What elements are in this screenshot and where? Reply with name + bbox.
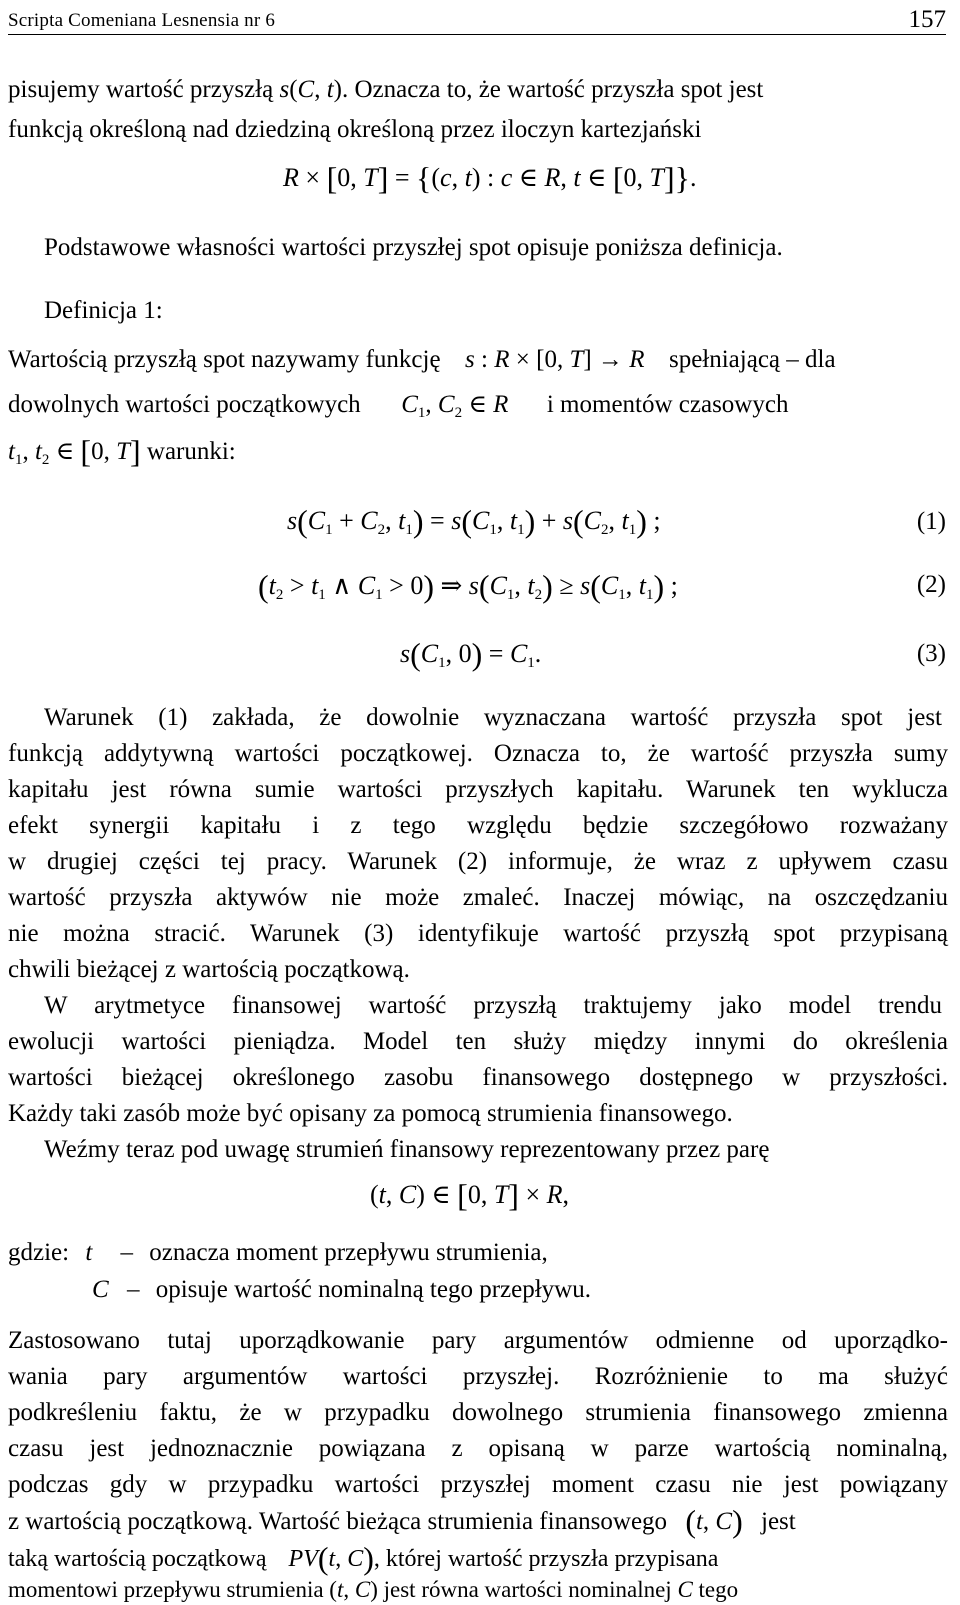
text-line: [8, 75, 948, 105]
math-inline: (t, C): [685, 1503, 743, 1539]
text-fragment: tego: [698, 1577, 739, 1602]
text-line: funkcją addytywną wartości początkowej. Oznacza to, że wartość przyszła sumy: [8, 740, 948, 767]
math-inline: s(C, t): [279, 76, 342, 103]
text-line: chwili bieżącej z wartością początkową.: [8, 956, 410, 983]
text-line: podkreśleniu faktu, że w przypadku dowolnego strumienia finansowego zmienna: [8, 1399, 948, 1426]
math-inline: s : R × [0, T] → R: [465, 346, 645, 373]
text-fragment: oznacza moment przepływu strumienia,: [149, 1239, 548, 1266]
text-fragment: Wartością przyszłą spot nazywamy funkcję: [8, 346, 441, 373]
math-inline: $C_1$, $C_2$ ∈ R: [401, 391, 509, 421]
text-line: [8, 390, 948, 420]
text-line: czasu jest jednoznacznie powiązana z opisaną w parze wartością nominalną,: [8, 1435, 948, 1462]
text-line: [8, 433, 948, 469]
text-line: nie można stracić. Warunek (3) identyfikuje wartość przyszłą spot przypisaną: [8, 920, 948, 947]
page-number: 157: [908, 6, 946, 33]
text-fragment: taką wartością początkową: [8, 1546, 267, 1572]
text-fragment: pisujemy wartość przyszłą: [8, 76, 280, 103]
text-line: wartości bieżącej określonego zasobu finansowego dostępnego w przyszłości.: [8, 1064, 948, 1091]
text-line: kapitału jest równa sumie wartości przyszłych kapitału. Warunek ten wyklucza: [8, 776, 948, 803]
where-label: gdzie:: [8, 1239, 70, 1266]
journal-title: Scripta Comeniana Lesnensia nr 6: [8, 10, 276, 31]
equation-number: (2): [916, 571, 946, 598]
text-line: [8, 345, 948, 375]
math-inline: (t, C): [329, 1577, 378, 1602]
definition-item: gdzie: t – oznacza moment przepływu strumienia,: [8, 1239, 548, 1266]
text-line: funkcją określoną nad dziedziną określoną przez iloczyn kartezjański: [8, 116, 702, 143]
text-fragment: . Oznacza to, że wartość przyszła spot jest: [341, 76, 764, 103]
text-line: Każdy taki zasób może być opisany za pomocą strumienia finansowego.: [8, 1100, 733, 1127]
equation-number: (1): [916, 508, 946, 535]
text-fragment: dowolnych wartości początkowych: [8, 391, 361, 418]
text-line: Warunek (1) zakłada, że dowolnie wyznaczana wartość przyszła spot jest: [44, 704, 942, 731]
text-line: wania pary argumentów wartości przyszłej. Rozróżnienie to ma służyć: [8, 1363, 948, 1390]
text-line: efekt synergii kapitału i z tego względu będzie szczegółowo rozważany: [8, 812, 948, 839]
text-line: momentowi przepływu strumienia (t, C) jest równa wartości nominalnej C tego: [8, 1577, 739, 1602]
text-fragment: spełniającą – dla: [668, 346, 836, 373]
text-line: [8, 1540, 948, 1576]
text-fragment: z wartością początkową. Wartość bieżąca strumienia finansowego: [8, 1508, 668, 1535]
text-line: [8, 1503, 948, 1539]
text-fragment: jest równa wartości nominalnej: [383, 1577, 672, 1602]
display-equation-pair: (t, C) ∈ [0, T] × R,: [370, 1177, 569, 1213]
text-line: W arytmetyce finansowej wartość przyszłą traktujemy jako model trendu: [44, 992, 942, 1019]
math-inline: PV(t, C): [288, 1540, 374, 1576]
text-fragment: momentowi przepływu strumienia: [8, 1577, 324, 1602]
text-fragment: i momentów czasowych: [546, 391, 789, 418]
definition-title: Definicja 1:: [44, 297, 163, 324]
text-line: ewolucji wartości pieniądza. Model ten służy między innymi do określenia: [8, 1028, 948, 1055]
equation-1: $s(C_1 + C_2$, $t_1) = s(C_1$, $t_1) + s(C_2$, $t_1$) ;: [287, 503, 661, 539]
text-fragment: opisuje wartość nominalną tego przepływu.: [155, 1276, 591, 1303]
text-line: podczas gdy w przypadku wartości przyszłej moment czasu nie jest powiązany: [8, 1471, 948, 1498]
equation-number: (3): [916, 640, 946, 667]
text-line: Podstawowe własności wartości przyszłej spot opisuje poniższa definicja.: [44, 234, 783, 261]
running-header: [8, 4, 946, 35]
text-line: Zastosowano tutaj uporządkowanie pary argumentów odmienne od uporządko-: [8, 1327, 948, 1354]
display-equation-domain: R × [0, T] = {(c, t) : c ∈ R, t ∈ [0, T]}.: [283, 160, 697, 196]
equation-3: $s(C_1$, $0) = C_1$.: [400, 636, 542, 672]
equation-2: ($t_2 > t_1$ ∧ $C_1 > 0$) ⇒ $s(C_1$, $t_2) \ge s(C_1$, $t_1$) ;: [258, 568, 678, 604]
text-line: wartość przyszła aktywów nie może zmaleć. Inaczej mówiąc, na oszczędzaniu: [8, 884, 948, 911]
definition-item: C – opisuje wartość nominalną tego przepływu.: [92, 1276, 591, 1303]
math-inline: $t_1$, $t_2$ ∈ [0, T]: [8, 433, 141, 469]
text-fragment: , której wartość przyszła przypisana: [373, 1546, 719, 1572]
text-line: Weźmy teraz pod uwagę strumień finansowy reprezentowany przez parę: [44, 1136, 770, 1163]
text-fragment: jest: [761, 1508, 796, 1535]
text-line: w drugiej części tej pracy. Warunek (2) informuje, że wraz z upływem czasu: [8, 848, 948, 875]
text-fragment: warunki:: [146, 438, 236, 465]
